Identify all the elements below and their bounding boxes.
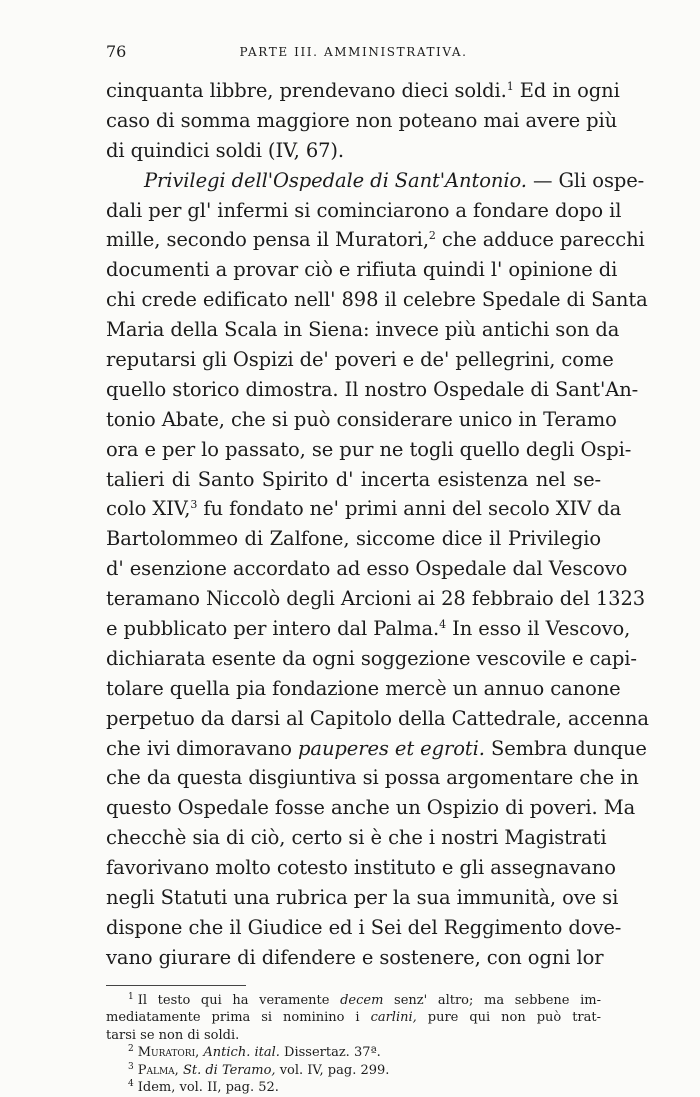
text-line: dali per gl' infermi si cominciarono a fondare dopo il bbox=[106, 198, 622, 222]
text-line: vano giurare di difendere e sostenere, con ogni lor bbox=[106, 945, 604, 969]
footnote-4: $^4$ Idem, vol. II, pag. 52. bbox=[128, 1079, 279, 1096]
footnote-1-line-2: mediatamente prima si nominino i carlini, pure qui non può trat- bbox=[106, 1010, 601, 1026]
text-line: favorivano molto cotesto instituto e gli assegnavano bbox=[106, 856, 616, 880]
footnote-ref: 3 bbox=[190, 498, 198, 512]
footnote-ref: 2 bbox=[428, 229, 436, 243]
footnotes bbox=[106, 992, 601, 1097]
book-page bbox=[106, 36, 649, 1097]
text-line: che ivi dimoravano pauperes et egroti. Sembra dunque bbox=[106, 736, 647, 760]
footnote-ref: 1 bbox=[506, 80, 514, 93]
text-line: chi crede edificato nell' 898 il celebre Spedale di Santa bbox=[106, 288, 648, 312]
text-line: colo XIV,$^3$ fu fondato ne' primi anni del secolo XIV da bbox=[106, 497, 622, 521]
footnote-2: $^2$ Muratori, Antich. ital. Dissertaz. 37ª. bbox=[128, 1044, 381, 1061]
text-line: di quindici soldi (IV, 67). bbox=[106, 138, 345, 162]
footnote-3: $^3$ Palma, St. di Teramo, vol. IV, pag. 299. bbox=[128, 1061, 390, 1078]
footnote-ref: 4 bbox=[439, 618, 446, 632]
footnote-1: $^1$ Il testo qui ha veramente decem senz' altro; ma sebbene im- bbox=[128, 991, 601, 1008]
latin-quote: pauperes et egroti. bbox=[298, 736, 485, 760]
footnote-divider bbox=[106, 985, 246, 986]
section-title: Privilegi dell'Ospedale di Sant'Antonio. bbox=[144, 168, 527, 192]
text-line: checchè sia di ciò, certo si è che i nostri Magistrati bbox=[106, 826, 607, 850]
text-line: questo Ospedale fosse anche un Ospizio di poveri. Ma bbox=[106, 796, 636, 820]
text-line: ora e per lo passato, se pur ne togli quello degli Ospi- bbox=[106, 437, 632, 461]
text-line: teramano Niccolò degli Arcioni ai 28 febbraio del 1323 bbox=[106, 587, 646, 611]
text-line: documenti a provar ciò e rifiuta quindi l' opinione di bbox=[106, 258, 618, 282]
running-head: PARTE III. AMMINISTRATIVA. bbox=[239, 45, 468, 59]
text-line: Maria della Scala in Siena: invece più antichi son da bbox=[106, 318, 620, 342]
text-line: reputarsi gli Ospizi de' poveri e de' pellegrini, come bbox=[106, 348, 614, 372]
text-line: Bartolommeo di Zalfone, siccome dice il Privilegio bbox=[106, 527, 601, 551]
body-text bbox=[106, 76, 649, 973]
text-line: caso di somma maggiore non poteano mai avere più bbox=[106, 108, 618, 132]
text-line: dispone che il Giudice ed i Sei del Reggimento dove- bbox=[106, 915, 622, 939]
text-line: Privilegi dell'Ospedale di Sant'Antonio. — Gli ospe- bbox=[144, 168, 645, 192]
text-line: tolare quella pia fondazione mercè un annuo canone bbox=[106, 676, 621, 700]
text-line: che da questa disgiuntiva si possa argomentare che in bbox=[106, 766, 639, 790]
text-line: quello storico dimostra. Il nostro Ospedale di Sant'An- bbox=[106, 377, 639, 401]
text-line: d' esenzione accordato ad esso Ospedale dal Vescovo bbox=[106, 557, 628, 581]
text-line: cinquanta libbre, prendevano dieci soldi.$^1$ Ed in ogni bbox=[106, 79, 620, 102]
footnote-1-line-3: tarsi se non di soldi. bbox=[106, 1027, 240, 1043]
text-line: tonio Abate, che si può considerare unico in Teramo bbox=[106, 407, 617, 431]
text-line: perpetuo da darsi al Capitolo della Cattedrale, accenna bbox=[106, 706, 649, 730]
text-line: dichiarata esente da ogni soggezione vescovile e capi- bbox=[106, 646, 637, 670]
text-line: negli Statuti una rubrica per la sua immunità, ove si bbox=[106, 886, 619, 910]
text-line: mille, secondo pensa il Muratori,$^2$ che adduce parecchi bbox=[106, 228, 645, 252]
page-number: 76 bbox=[106, 42, 127, 61]
page-header bbox=[106, 36, 601, 66]
text-line: talieri di Santo Spirito d' incerta esistenza nel se- bbox=[106, 467, 601, 491]
text-line: e pubblicato per intero dal Palma.$^4$ In esso il Vescovo, bbox=[106, 617, 631, 641]
